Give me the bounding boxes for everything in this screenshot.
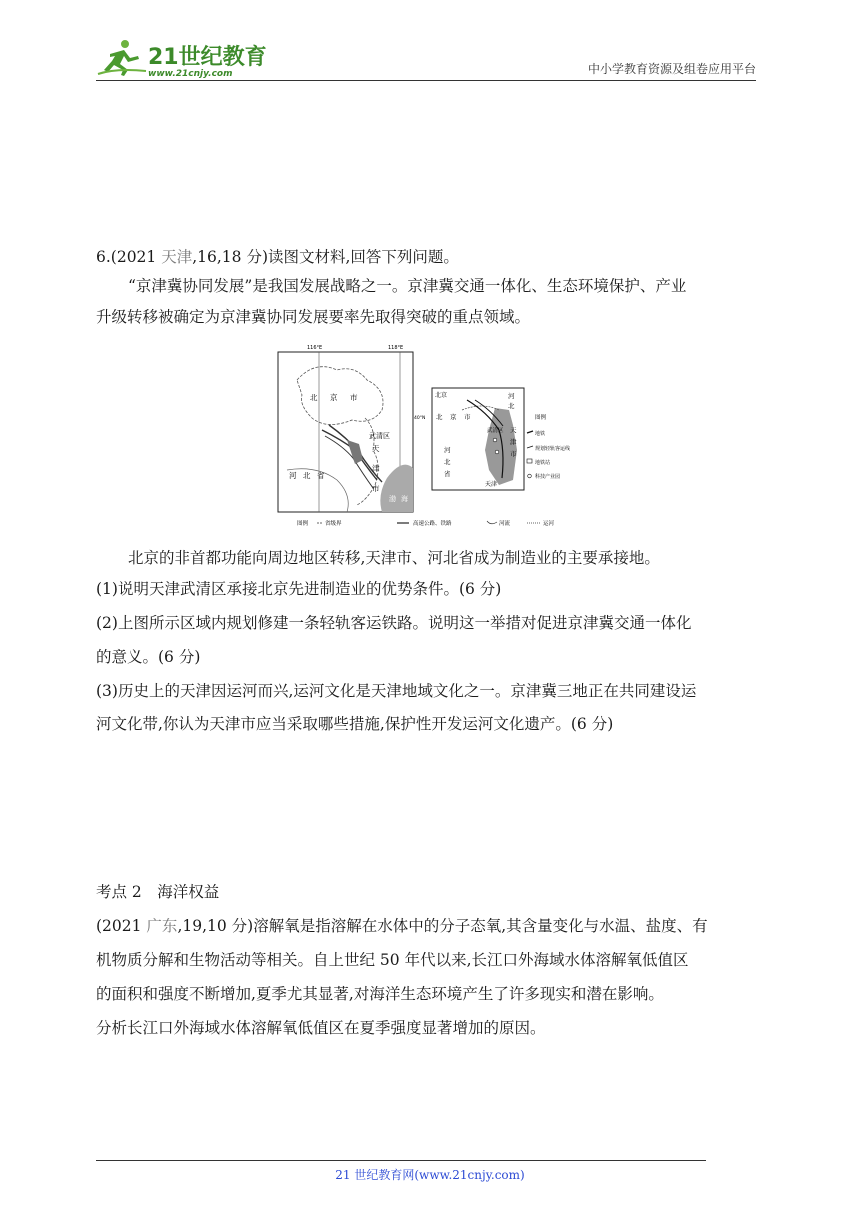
bottom-legend-item: 河流 (499, 521, 511, 527)
label-tianjin: 市 (372, 484, 380, 493)
label-tianjin: 津 (372, 464, 380, 473)
label-beijing: 北 (310, 393, 318, 402)
site-logo[interactable] (96, 38, 271, 80)
sub-question-2-line-1: (2)上图所示区域内规划修建一条轻轨客运铁路。说明这一举措对促进京津冀交通一体化 (96, 614, 692, 632)
label-beijing: 京 (450, 413, 457, 421)
intro-line-1: “京津冀协同发展”是我国发展战略之一。京津冀交通一体化、生态环境保护、产业 (128, 277, 687, 295)
lat-40-label: 40°N (414, 416, 426, 421)
question-7-line-3: 的面积和强度不断增加,夏季尤其显著,对海洋生态环境产生了许多现实和潜在影响。 (96, 985, 664, 1003)
header-divider (96, 80, 756, 81)
question-meta: (2021 (96, 917, 147, 935)
sub-question-1: (1)说明天津武清区承接北京先进制造业的优势条件。(6 分) (96, 580, 502, 598)
legend-item: 地铁 (535, 431, 546, 437)
runner-icon (98, 40, 146, 76)
footer-link[interactable]: 21 世纪教育网(www.21cnjy.com) (335, 1168, 525, 1182)
bottom-legend-item: 运河 (543, 521, 555, 527)
label-tianjin: 津 (510, 438, 517, 446)
legend-item: 地铁站 (535, 460, 551, 466)
label-hebei: 北 (444, 458, 451, 466)
question-7-line-1 (96, 910, 708, 942)
question-source: 天津 (161, 248, 193, 266)
label-wuqing: 武清区 (487, 428, 504, 434)
label-tianjin: 天 (510, 426, 517, 434)
map-figure (277, 340, 587, 532)
label-beijing: 市 (464, 413, 471, 421)
platform-label: 中小学教育资源及组卷应用平台 (587, 62, 756, 76)
logo-main-text: 21世纪教育 (148, 45, 267, 70)
legend-title: 图例 (535, 415, 547, 421)
bottom-legend-item: 图例 (297, 521, 309, 527)
label-beijing: 北 (436, 413, 443, 421)
label-hebei: 北 (508, 402, 515, 410)
question-meta: ,16,18 分)读图文材料,回答下列问题。 (192, 248, 459, 266)
label-hebei: 河 (289, 471, 297, 480)
left-map (278, 345, 425, 512)
label-wuqing: 武清区 (369, 432, 390, 440)
sub-question-3-line-1: (3)历史上的天津因运河而兴,运河文化是天津地域文化之一。京津冀三地正在共同建设运 (96, 682, 697, 700)
question-meta: ,19,10 分)溶解氧是指溶解在水体中的分子态氧,其含量变化与水温、盐度、有 (177, 917, 708, 935)
sub-question-2-line-2: 的意义。(6 分) (96, 648, 201, 666)
label-tianjin-city: 天津 (485, 481, 498, 488)
question-6-stem (96, 241, 459, 273)
label-beijing: 京 (330, 393, 338, 402)
label-tianjin: 市 (510, 450, 517, 458)
bottom-legend-item: 省级界 (325, 521, 342, 527)
label-beijing-top: 北京 (435, 392, 448, 399)
label-hebei: 省 (444, 470, 451, 478)
label-hebei: 省 (317, 471, 325, 480)
label-beijing: 市 (350, 393, 358, 402)
label-bohai: 海 (401, 495, 408, 503)
question-source: 广东 (146, 917, 178, 935)
label-tianjin: 天 (372, 444, 380, 453)
label-hebei: 北 (303, 471, 311, 480)
question-number: 6.(2021 (96, 248, 162, 266)
section-title: 考点 2 海洋权益 (96, 883, 220, 901)
sub-question-3-line-2: 河文化带,你认为天津市应当采取哪些措施,保护性开发运河文化遗产。(6 分) (96, 715, 614, 733)
right-map (432, 388, 570, 490)
bottom-legend (297, 519, 555, 527)
label-hebei: 河 (444, 446, 451, 454)
question-7-line-2: 机物质分解和生物活动等相关。自上世纪 50 年代以来,长江口外海域水体溶解氧低值区 (96, 951, 689, 969)
footer-divider (96, 1160, 706, 1161)
legend-item: 科技产业园 (535, 474, 561, 480)
legend-item: 规划轻轨客运线 (535, 446, 571, 452)
label-hebei: 河 (508, 392, 515, 400)
logo-url-text: www.21cnjy.com (148, 69, 233, 79)
bottom-legend-item: 高速公路、铁路 (413, 521, 452, 527)
lon-116-label: 116°E (307, 345, 323, 351)
intro-line-2: 升级转移被确定为京津冀协同发展要率先取得突破的重点领域。 (96, 308, 531, 326)
question-7-line-4: 分析长江口外海域水体溶解氧低值区在夏季强度显著增加的原因。 (96, 1019, 546, 1037)
lon-118-label: 118°E (388, 345, 404, 351)
label-bohai: 渤 (389, 495, 396, 503)
after-map-text: 北京的非首都功能向周边地区转移,天津市、河北省成为制造业的主要承接地。 (128, 549, 660, 567)
